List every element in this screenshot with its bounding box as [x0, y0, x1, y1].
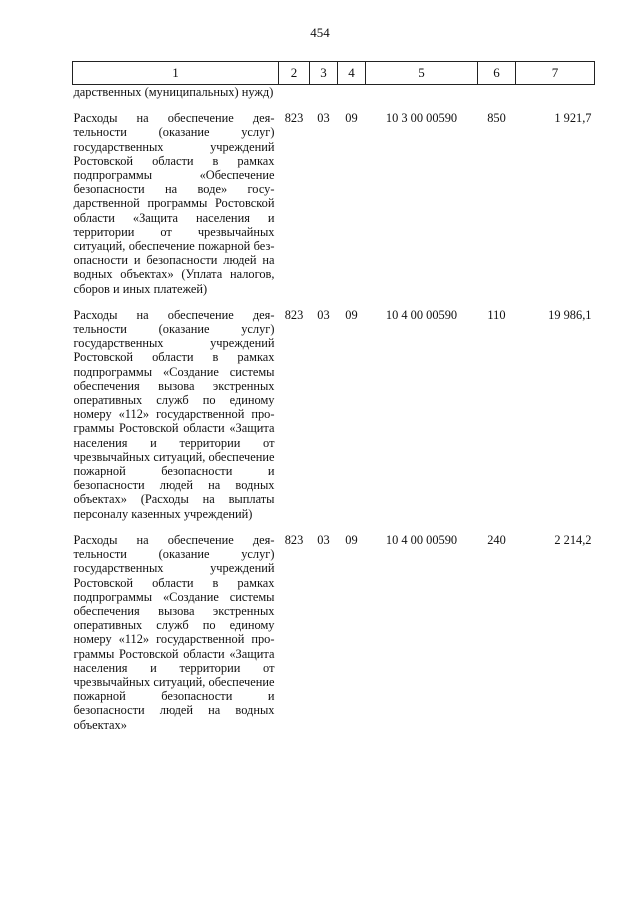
row-section: [310, 85, 338, 112]
row-ministry-code: 823: [284, 532, 304, 547]
table-row: [73, 308, 595, 533]
table-row: [73, 111, 595, 308]
row-subsection: 09: [345, 532, 358, 547]
row-section: 03: [317, 307, 330, 322]
column-header: 3: [310, 62, 338, 85]
table-row: [73, 85, 595, 112]
row-section: 03: [317, 532, 330, 547]
row-amount: [516, 85, 595, 112]
row-expense-type: 240: [487, 532, 506, 547]
row-description: Расходы на обеспечение деятельности (оказание услуг) государственных учреждений Ростовской области в рамках подпрограммы «Создание системы обеспечения вызова экстренных оперативных служб по единому номеру «112» государственной программы Ростовской области «Защита населения и территории от чрезвычайных ситуаций, обеспечение пожарной безопасности и безопасности людей на водных объектах» (Расходы на выплаты персоналу казенных учреждений): [73, 307, 275, 521]
row-description: Расходы на обеспечение деятельности (оказание услуг) государственных учреждений Ростовской области в рамках подпрограммы «Обеспечение безопасности на воде» государственной программы Ростовской области «Защита населения и территории от чрезвычайных ситуаций, обеспечение пожарной безопасности и безопасности людей на водных объектах» (Уплата налогов, сборов и иных платежей): [73, 111, 275, 296]
row-target-article: 10 3 00 00590: [385, 111, 458, 126]
column-header: 1: [73, 62, 279, 85]
table-header-row: [73, 62, 595, 85]
row-target-article: [366, 85, 478, 112]
row-target-article: 10 4 00 00590: [385, 307, 458, 322]
row-subsection: 09: [345, 111, 358, 126]
row-ministry-code: 823: [284, 111, 304, 126]
row-amount: 19 986,1: [548, 307, 592, 322]
budget-table: [72, 61, 595, 732]
page-number: 454: [310, 25, 330, 40]
row-expense-type: 850: [487, 111, 506, 126]
row-description: Расходы на обеспечение деятельности (оказание услуг) государственных учреждений Ростовской области в рамках подпрограммы «Создание системы обеспечения вызова экстренных оперативных служб по единому номеру «112» государственной программы Ростовской области «Защита населения и территории от чрезвычайных ситуаций, обеспечение пожарной безопасности и безопасности людей на водных объектах»: [73, 532, 275, 732]
column-header: 6: [478, 62, 516, 85]
row-amount: 2 214,2: [554, 532, 592, 547]
row-ministry-code: 823: [284, 307, 304, 322]
row-subsection: 09: [345, 307, 358, 322]
row-ministry-code: [279, 85, 310, 112]
row-section: 03: [317, 111, 330, 126]
row-subsection: [338, 85, 366, 112]
row-amount: 1 921,7: [554, 111, 592, 126]
row-description: дарственных (муниципальных) нужд): [73, 85, 274, 99]
column-header: 5: [366, 62, 478, 85]
column-header: 2: [279, 62, 310, 85]
column-header: 7: [516, 62, 595, 85]
table-row: [73, 533, 595, 732]
row-target-article: 10 4 00 00590: [385, 532, 458, 547]
column-header: 4: [338, 62, 366, 85]
row-expense-type: 110: [487, 307, 506, 322]
row-expense-type: [478, 85, 516, 112]
